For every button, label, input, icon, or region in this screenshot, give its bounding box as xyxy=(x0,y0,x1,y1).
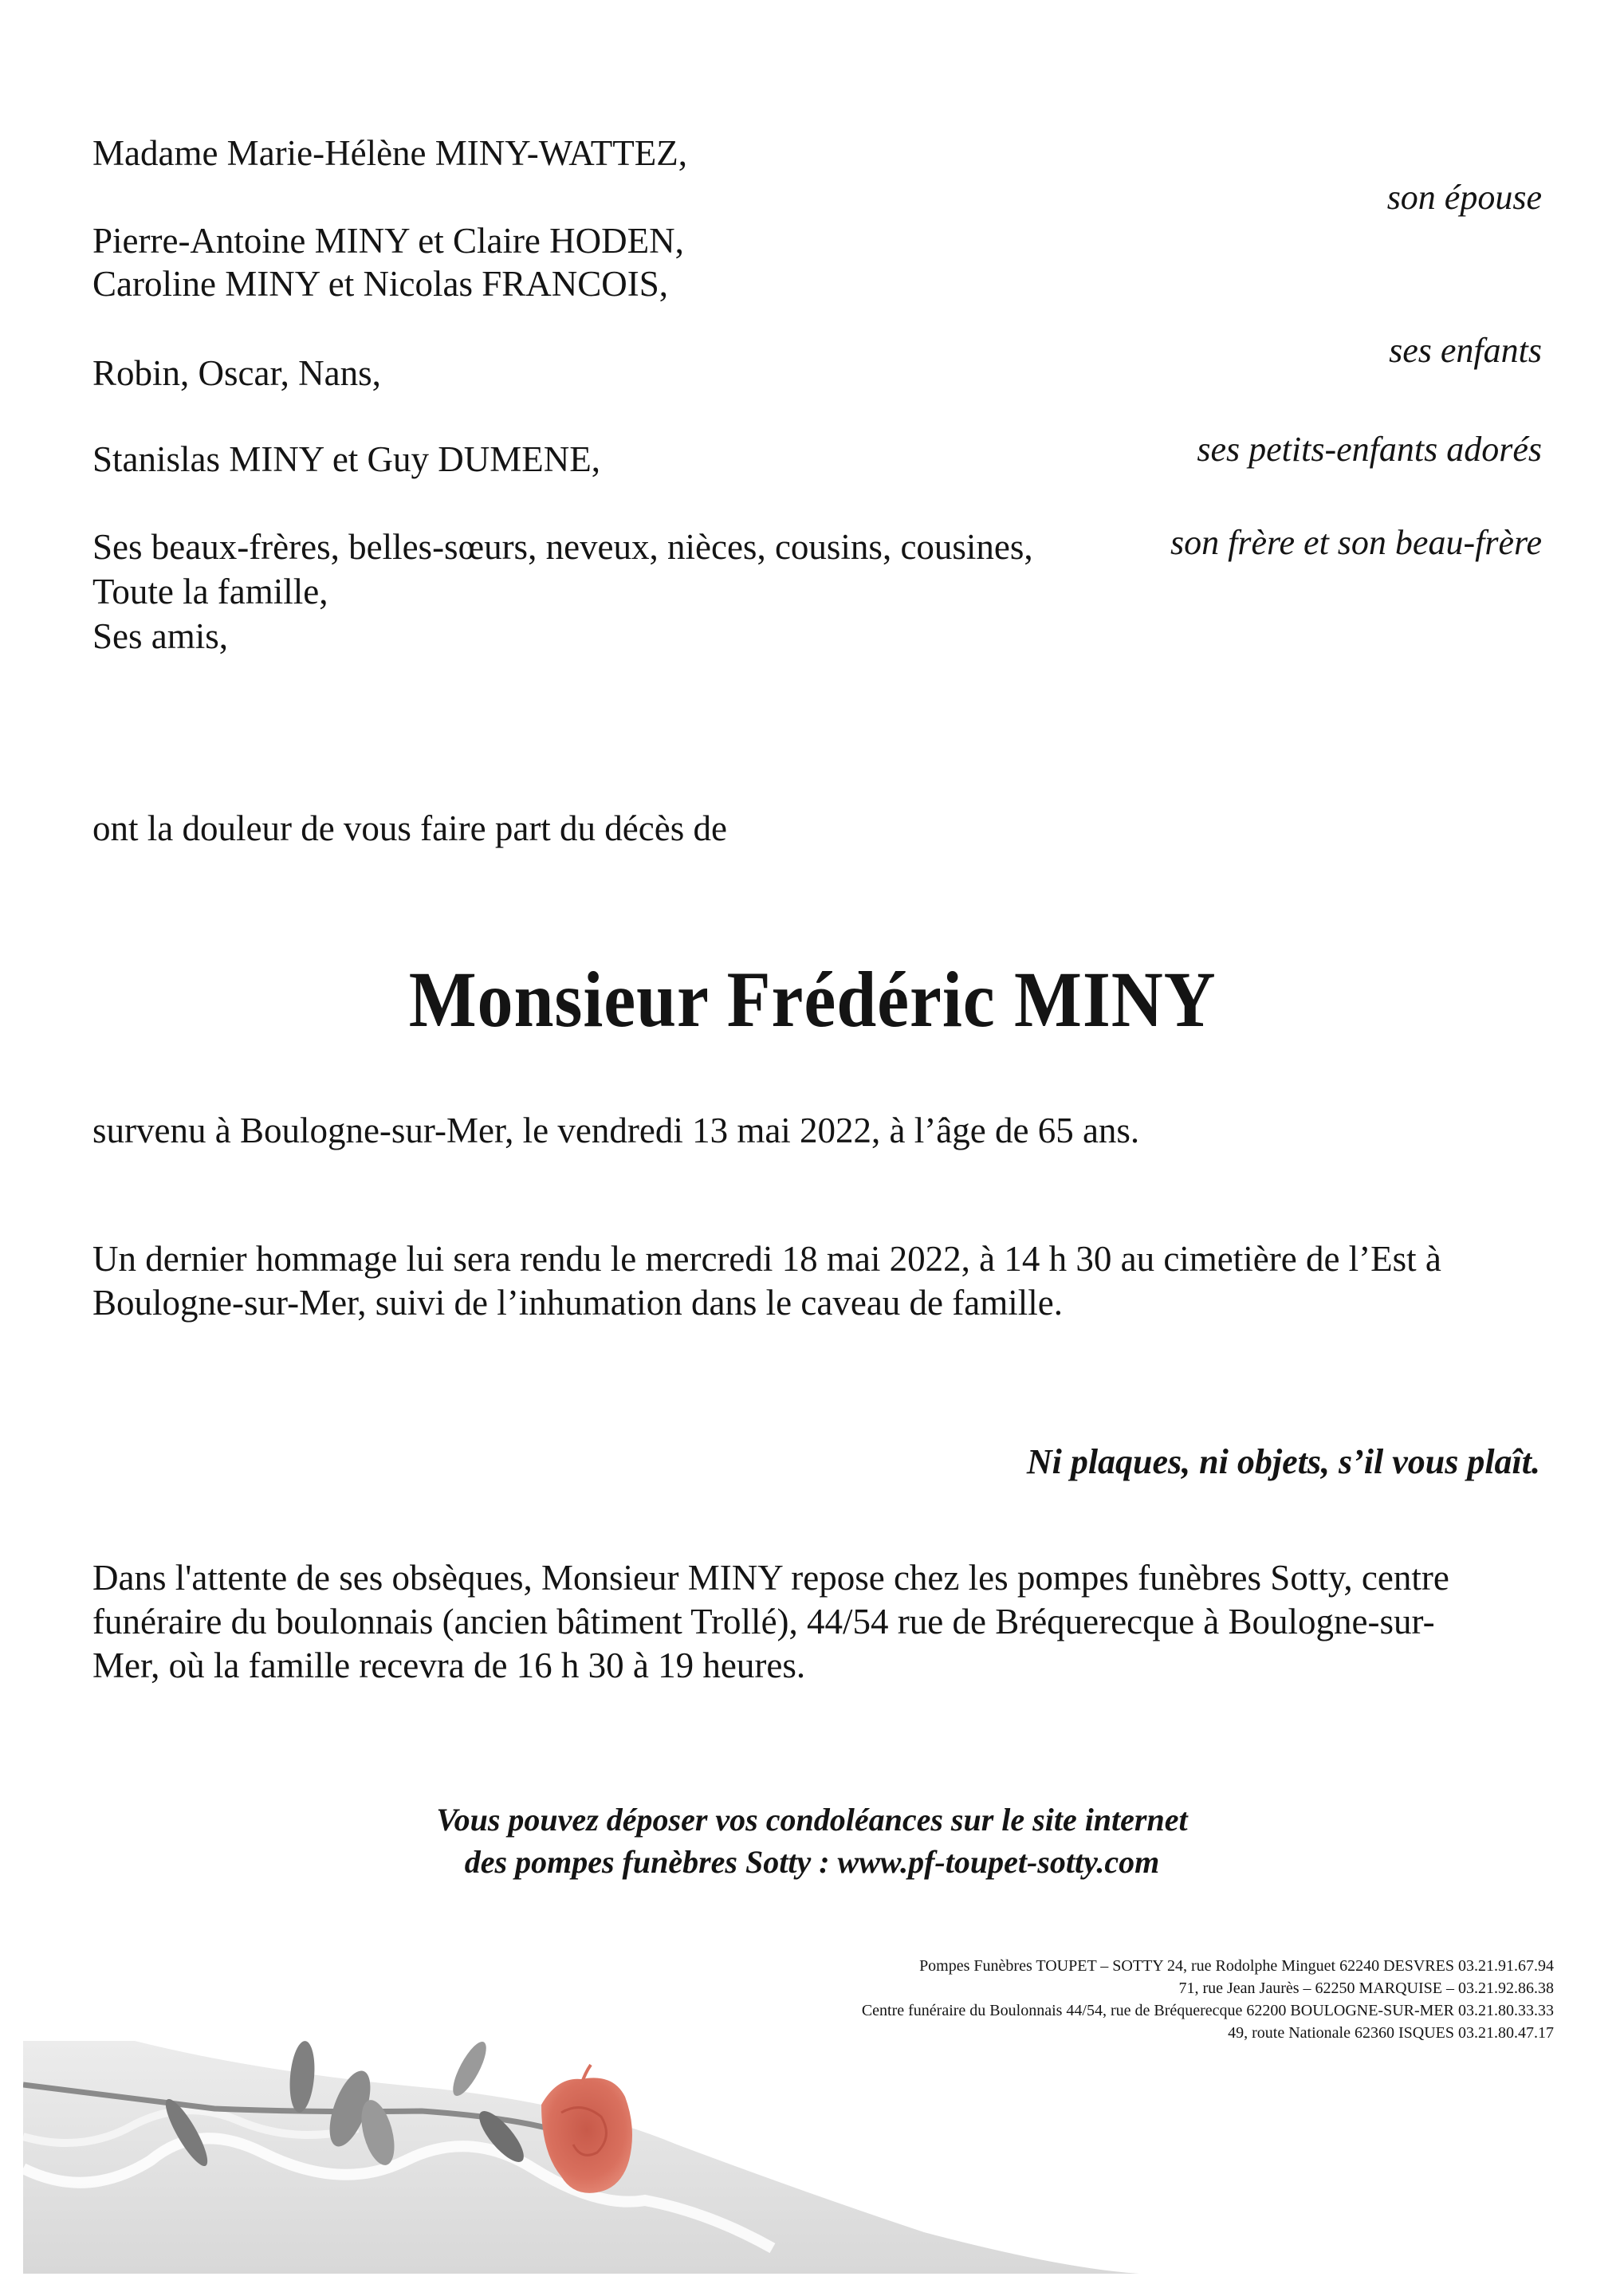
family-line-child-2: Caroline MINY et Nicolas FRANCOIS, xyxy=(92,264,669,304)
visitation-line: funéraire du boulonnais (ancien bâtiment Trollé), 44/54 rue de Bréquerecque à Boulogne-sur- xyxy=(92,1602,1435,1641)
family-line-extended: Ses beaux-frères, belles-sœurs, neveux, nièces, cousins, cousines, xyxy=(92,527,1033,567)
relation-children: ses enfants xyxy=(1389,331,1542,370)
family-line-siblings: Stanislas MINY et Guy DUMENE, xyxy=(92,439,601,479)
footer-line: Centre funéraire du Boulonnais 44/54, rue de Bréquerecque 62200 BOULOGNE-SUR-MER 03.21.80.33.33 xyxy=(861,2002,1554,2019)
family-line-grandchildren: Robin, Oscar, Nans, xyxy=(92,353,381,393)
relation-spouse: son épouse xyxy=(1386,178,1542,217)
ceremony-paragraph xyxy=(92,1237,1551,1325)
footer-line: 71, rue Jean Jaurès – 62250 MARQUISE – 03.21.92.86.38 xyxy=(1178,1980,1554,1997)
deceased-name: Monsieur Frédéric MINY xyxy=(408,955,1217,1044)
footer-line: Pompes Funèbres TOUPET – SOTTY 24, rue Rodolphe Minguet 62240 DESVRES 03.21.91.67.94 xyxy=(919,1957,1554,1975)
footer-line: 49, route Nationale 62360 ISQUES 03.21.80.47.17 xyxy=(1228,2024,1554,2042)
no-flowers-request: Ni plaques, ni objets, s’il vous plaît. xyxy=(1026,1442,1540,1481)
ceremony-line: Un dernier hommage lui sera rendu le mercredi 18 mai 2022, à 14 h 30 au cimetière de l’Est à xyxy=(92,1239,1441,1279)
visitation-line: Mer, où la famille recevra de 16 h 30 à 19 heures. xyxy=(92,1645,806,1685)
condolences-note xyxy=(0,1799,1624,1883)
rose-on-beach-image xyxy=(23,2041,1155,2274)
funeral-home-footer xyxy=(862,1955,1554,2044)
death-info: survenu à Boulogne-sur-Mer, le vendredi 13 mai 2022, à l’âge de 65 ans. xyxy=(92,1111,1140,1150)
condolences-line: Vous pouvez déposer vos condoléances sur le site internet xyxy=(436,1802,1188,1838)
leaf xyxy=(447,2041,493,2100)
relation-siblings: son frère et son beau-frère xyxy=(1170,523,1542,562)
family-line-friends: Ses amis, xyxy=(92,616,229,656)
announcement-text: ont la douleur de vous faire part du décès de xyxy=(92,808,727,848)
family-line-spouse: Madame Marie-Hélène MINY-WATTEZ, xyxy=(92,133,687,173)
family-line-child-1: Pierre-Antoine MINY et Claire HODEN, xyxy=(92,221,684,261)
visitation-paragraph xyxy=(92,1556,1551,1688)
relation-grandchildren: ses petits-enfants adorés xyxy=(1197,430,1542,469)
ceremony-line: Boulogne-sur-Mer, suivi de l’inhumation dans le caveau de famille. xyxy=(92,1283,1063,1323)
condolences-website-line[interactable]: des pompes funèbres Sotty : www.pf-toupet-sotty.com xyxy=(464,1844,1160,1880)
visitation-line: Dans l'attente de ses obsèques, Monsieur MINY repose chez les pompes funèbres Sotty, centre xyxy=(92,1558,1449,1598)
family-line-family: Toute la famille, xyxy=(92,572,328,611)
